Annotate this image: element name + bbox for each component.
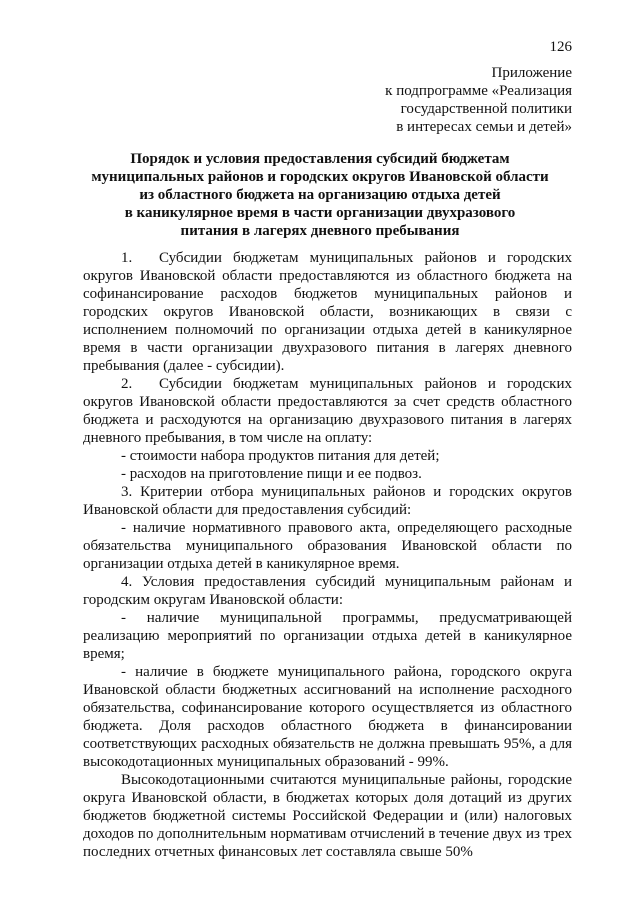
appendix-line: Приложение	[491, 65, 572, 81]
appendix-header	[385, 64, 572, 136]
appendix-line: государственной политики	[400, 101, 572, 117]
paragraph	[83, 465, 572, 483]
document-title	[64, 150, 576, 240]
paragraph	[83, 573, 572, 609]
paragraph-text: - стоимости набора продуктов питания для детей;	[121, 448, 440, 464]
page-number: 126	[549, 39, 572, 55]
title-line: муниципальных районов и городских округов Ивановской области	[91, 169, 549, 185]
paragraph-text: Высокодотационными считаются муниципальные районы, городские округа Ивановской области, в бюджетах которых доля дотаций из других бюджетов бюджетной системы Российской Федерации и (или) налоговых доходов по дополнительным нормативам отчислений в течение двух из трех последних отчетных финансовых лет составляла свыше 50%	[83, 772, 572, 860]
paragraph-text: Субсидии бюджетам муниципальных районов и городских округов Ивановской области предоставляются из областного бюджета на софинансирование расходов бюджетов муниципальных районов и городских округов Ивановской области, возникающих в связи с исполнением полномочий по организации отдыха детей в каникулярное время в части организации двухразового питания в лагерях дневного пребывания (далее - субсидии).	[83, 250, 572, 374]
document-body	[83, 249, 572, 861]
paragraph	[83, 375, 572, 447]
paragraph	[83, 519, 572, 573]
paragraph	[83, 771, 572, 861]
paragraph	[83, 483, 572, 519]
paragraph	[83, 447, 572, 465]
paragraph-text: - расходов на приготовление пищи и ее подвоз.	[121, 466, 422, 482]
paragraph-text: 4. Условия предоставления субсидий муниципальным районам и городским округам Ивановской области:	[83, 574, 572, 608]
appendix-line: к подпрограмме «Реализация	[385, 83, 572, 99]
title-line: питания в лагерях дневного пребывания	[180, 223, 460, 239]
title-line: Порядок и условия предоставления субсидий бюджетам	[130, 151, 510, 167]
paragraph	[83, 609, 572, 663]
title-line: из областного бюджета на организацию отдыха детей	[139, 187, 501, 203]
paragraph-number: 2.	[121, 376, 133, 392]
paragraph	[83, 663, 572, 771]
paragraph-text: Субсидии бюджетам муниципальных районов и городских округов Ивановской области предоставляются за счет средств областного бюджета и расходуются на организацию двухразового питания в лагерях дневного пребывания, в том числе на оплату:	[83, 376, 572, 446]
appendix-line: в интересах семьи и детей»	[396, 119, 572, 135]
title-line: в каникулярное время в части организации двухразового	[124, 205, 516, 221]
paragraph-text: - наличие в бюджете муниципального района, городского округа Ивановской области бюджетных ассигнований на исполнение расходного обязательства, софинансирование которого осуществляется из областного бюджета. Доля расходов областного бюджета в финансировании соответствующих расходных обязательств не должна превышать 95%, а для высокодотационных муниципальных образований - 99%.	[83, 664, 572, 770]
paragraph-number: 1.	[121, 250, 133, 266]
paragraph-text: 3. Критерии отбора муниципальных районов и городских округов Ивановской области для предоставления субсидий:	[83, 484, 572, 518]
paragraph	[83, 249, 572, 375]
paragraph-text: - наличие муниципальной программы, предусматривающей реализацию мероприятий по организации отдыха детей в каникулярное время;	[83, 610, 572, 662]
paragraph-text: - наличие нормативного правового акта, определяющего расходные обязательства муниципального образования Ивановской области по организации отдыха детей в каникулярное время.	[83, 520, 572, 572]
